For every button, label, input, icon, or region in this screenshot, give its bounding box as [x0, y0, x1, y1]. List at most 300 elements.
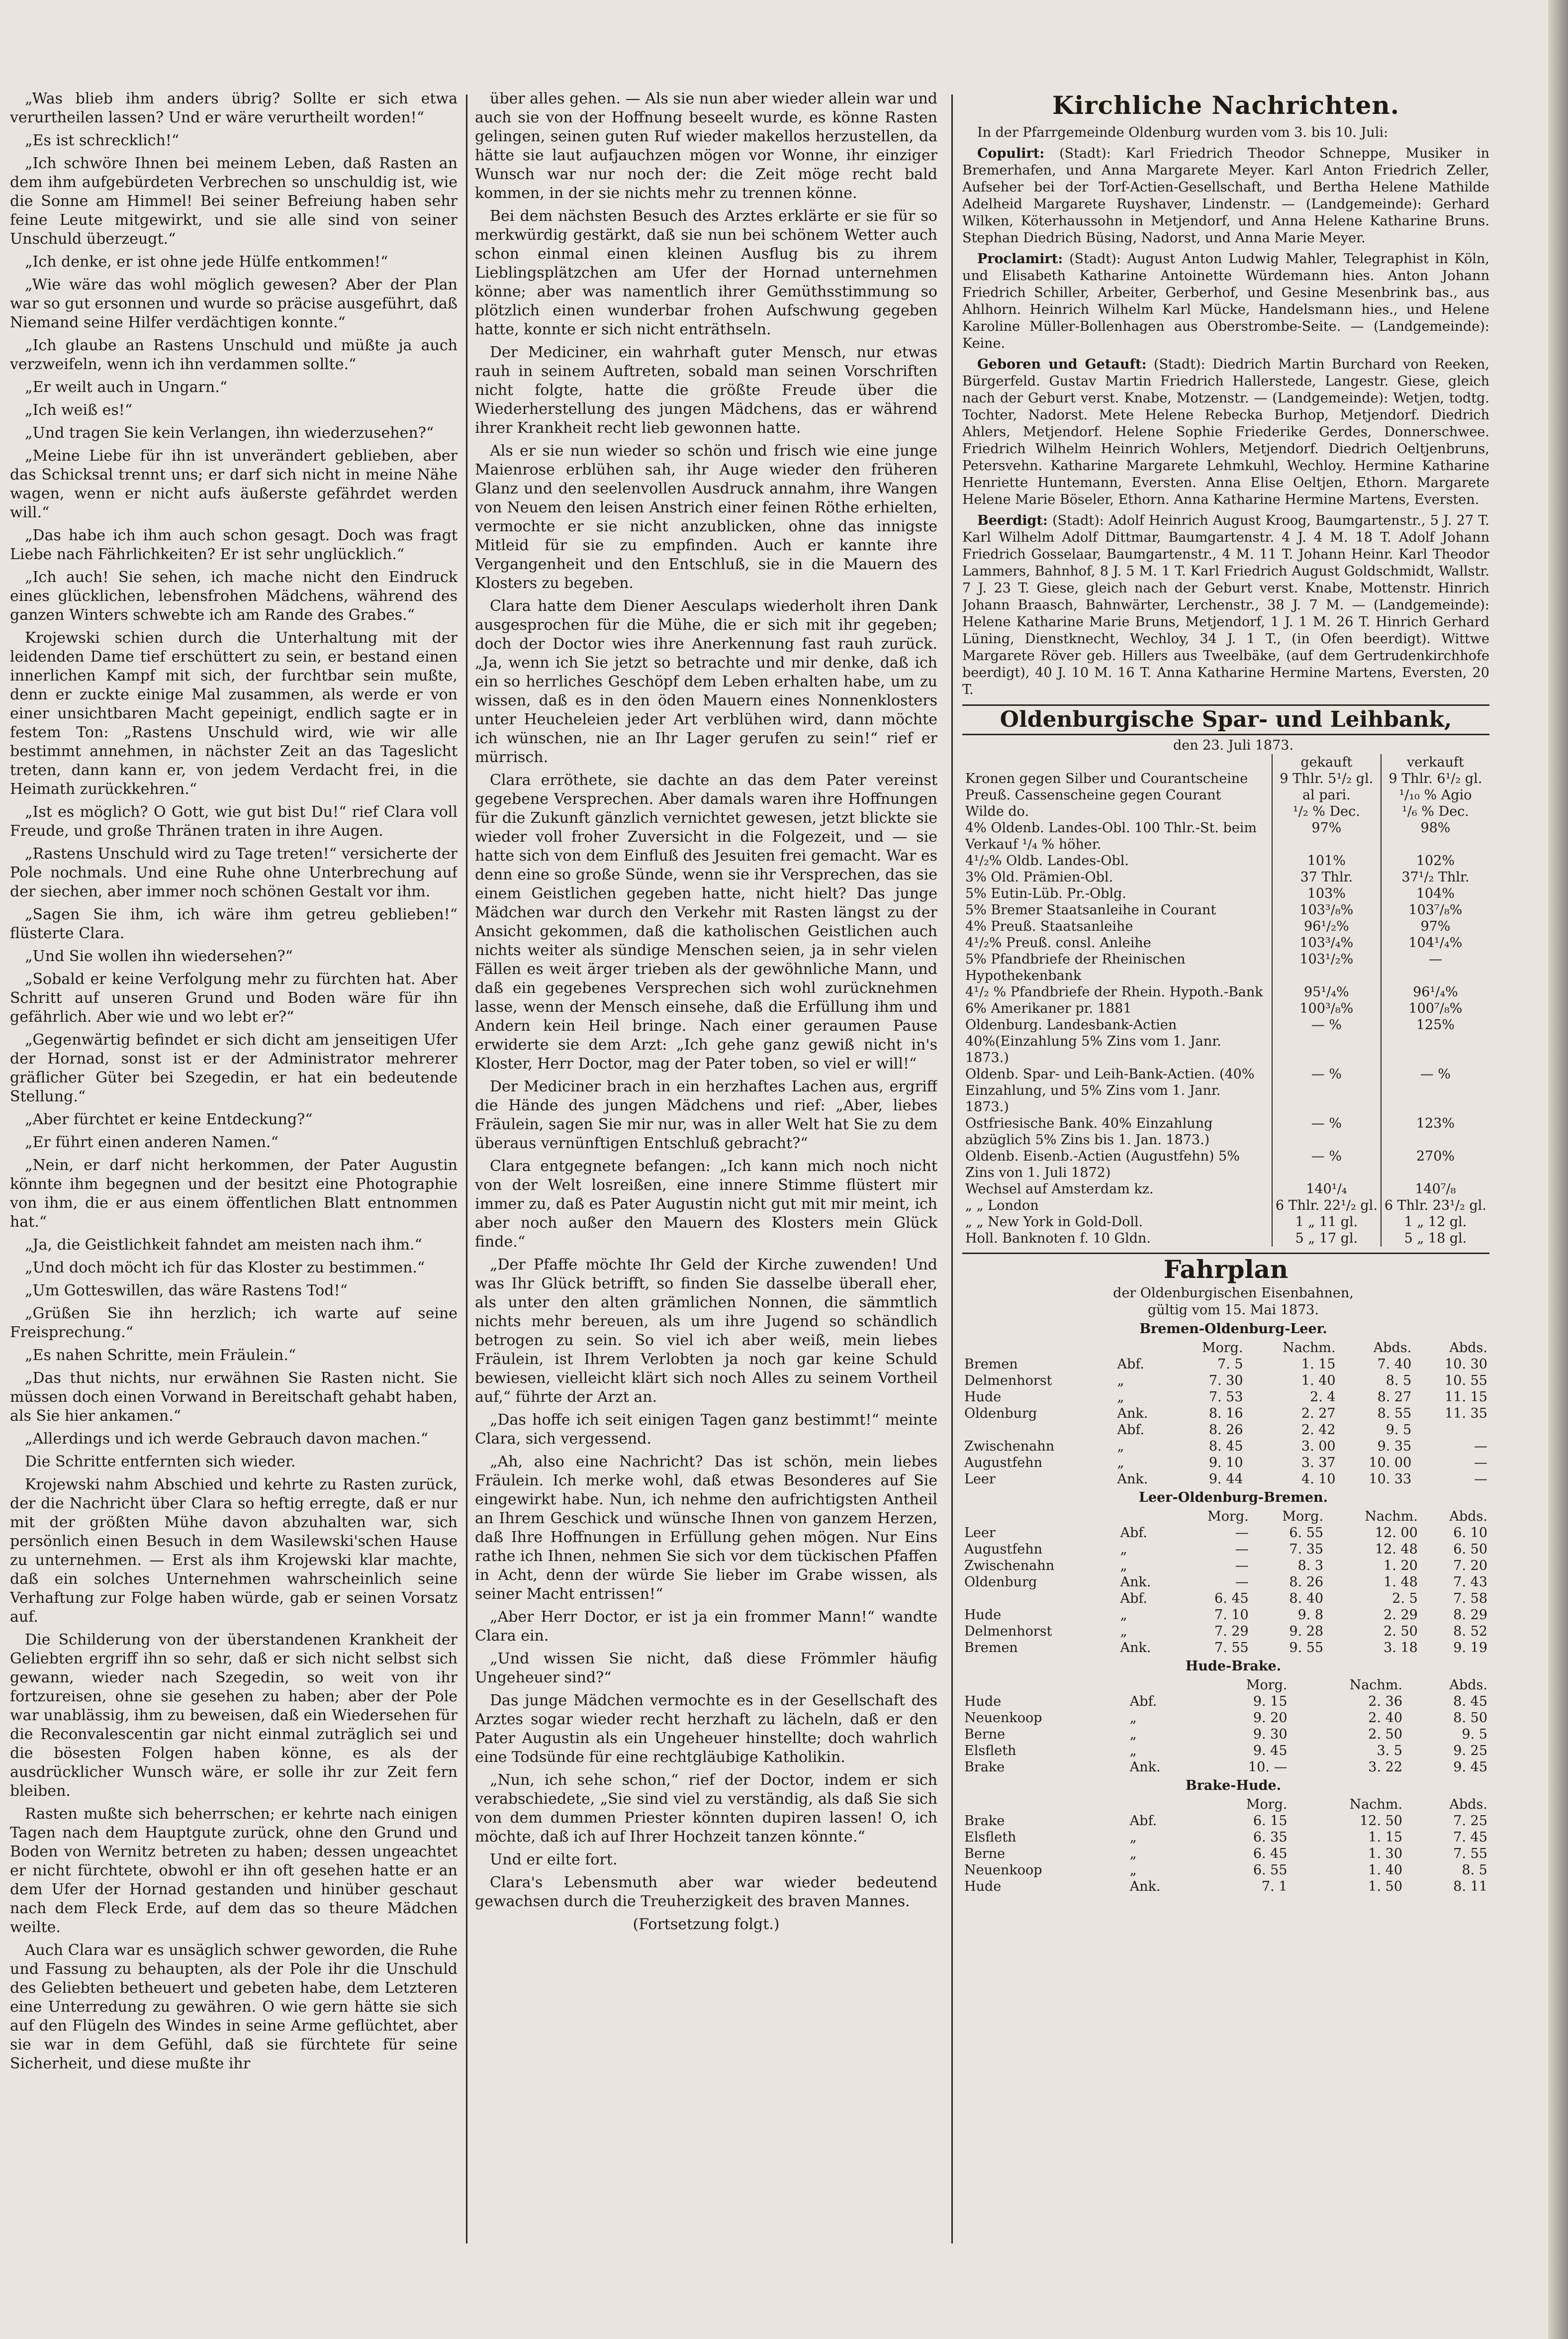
security-name: Ostfriesische Bank. 40% Einzahlung abzüglich 5% Zins bis 1. Jan. 1873.): [962, 1115, 1272, 1148]
time: 6. 35: [1253, 1830, 1288, 1845]
arr-dep: „: [1129, 1862, 1137, 1878]
story-paragraph: „Ich denke, er ist ohne jede Hülfe entkommen!“: [25, 253, 388, 271]
security-name: Oldenburg. Landesbank-Actien: [962, 1017, 1272, 1033]
story-paragraph: „Nun, ich sehe schon,“ rief der Doctor, indem er sich verabschiedete, „Sie sind viel zu verständig, als daß Sie sich von dem dummen Priester könnten dupiren lassen! O, ich möchte, daß ich auf Ihrer Hochzeit tanzen könnte.“: [475, 1771, 937, 1846]
column-header: Morg.: [1207, 1509, 1249, 1524]
table-row: [962, 1438, 1489, 1455]
story-paragraph: „Nein, er darf nicht herkommen, der Pater Augustin könnte ihm begegnen und der besitzt eine Photographie von ihm, die er aus einem öffentlichen Blatt entnommen hat.“: [10, 1157, 458, 1231]
story-paragraph: Clara's Lebensmuth aber war wieder bedeutend gewachsen durch die Treuherzigkeit des braven Mannes.: [475, 1874, 937, 1910]
table-row: [962, 1455, 1489, 1471]
price-sold: 1 „ 12 gl.: [1404, 1214, 1467, 1230]
entry-text: (Stadt): Karl Friedrich Theodor Schneppe, Musiker in Bremerhafen, und Anna Margarete Meyer. Karl Anton Friedrich Zeller, Aufseher bei der Torf-Actien-Gesellschaft, und Bertha Helene Mathilde Adelheid Margarete Ruyshaver, Lindenstr. — (Landgemeinde): Gerhard Wilken, Köterhaussohn in Metjendorf, und Anna Helene Katharine Bruns. Stephan Diedrich Büsing, Nadorst, und Anna Marie Meyer.: [962, 146, 1489, 246]
entry-label: Geboren und Getauft:: [977, 357, 1147, 372]
church-news-sections: [962, 145, 1489, 698]
column-rule: [466, 95, 467, 2243]
story-paragraph: „Und tragen Sie kein Verlangen, ihn wiederzusehen?“: [25, 424, 434, 442]
story-paragraph: „Und doch möcht ich für das Kloster zu bestimmen.“: [25, 1259, 425, 1276]
story-paragraph: „Das hoffe ich seit einigen Tagen ganz bestimmt!“ meinte Clara, sich vergessend.: [475, 1411, 937, 1448]
arr-dep: „: [1117, 1373, 1124, 1388]
security-name: 6% Amerikaner pr. 1881: [962, 1000, 1272, 1017]
time: 8. 52: [1453, 1624, 1487, 1639]
price-sold: 123%: [1416, 1116, 1455, 1131]
column-header: Nachm.: [1365, 1509, 1418, 1524]
column-header: Morg.: [1282, 1509, 1324, 1524]
station: Brake: [964, 1813, 1005, 1829]
church-news-entry: [962, 512, 1489, 698]
price-sold: 97%: [1420, 919, 1451, 934]
bank-title: Oldenburgische Spar- und Leihbank,: [962, 704, 1489, 735]
security-name: Wilde do.: [962, 803, 1272, 820]
bank-date: den 23. Juli 1873.: [1173, 738, 1294, 753]
price-sold: 6 Thlr. 23¹/₂ gl.: [1384, 1198, 1486, 1213]
time: 9. 15: [1253, 1694, 1288, 1709]
table-row: [962, 771, 1489, 787]
station: Berne: [964, 1846, 1006, 1861]
station: Zwischenahn: [964, 1558, 1055, 1573]
station: Augustfehn: [964, 1455, 1043, 1470]
arr-dep: „: [1117, 1439, 1124, 1454]
column-header: [962, 1677, 1128, 1693]
time: [1413, 1422, 1489, 1438]
arr-dep: Ank.: [1117, 1471, 1148, 1487]
arr-dep: Ank.: [1129, 1879, 1161, 1894]
table-header-row: [962, 1508, 1489, 1525]
security-name: „ „ London: [962, 1197, 1272, 1214]
story-paragraph: „Ich schwöre Ihnen bei meinem Leben, daß Rasten an dem ihm aufgebürdeten Verbrechen so unschuldig ist, wie die Sonne am Himmel! Bei seiner Befreiung haben sehr feine Leute mitgewirkt, und sie alle sind von seiner Unschuld überzeugt.“: [10, 155, 458, 248]
story-paragraph: „Grüßen Sie ihn herzlich; ich warte auf seine Freisprechung.“: [10, 1305, 458, 1341]
arr-dep: Abf.: [1120, 1591, 1147, 1606]
time: —: [1235, 1558, 1249, 1573]
table-row: [962, 1541, 1489, 1558]
column-header: [962, 1796, 1128, 1813]
time: 8. 50: [1453, 1710, 1487, 1726]
station: Hude: [964, 1694, 1002, 1709]
time: 6. 50: [1453, 1542, 1487, 1557]
arr-dep: Abf.: [1117, 1357, 1144, 1372]
price-sold: 5 „ 18 gl.: [1404, 1231, 1467, 1246]
entry-label: Proclamirt:: [977, 251, 1063, 267]
story-paragraph: „Allerdings und ich werde Gebrauch davon machen.“: [25, 1430, 429, 1448]
table-row: [962, 1623, 1489, 1640]
table-row: [962, 1525, 1489, 1541]
timetable-subtitle: der Oldenburgischen Eisenbahnen,: [1113, 1285, 1354, 1301]
time: 9. 45: [1253, 1743, 1288, 1758]
col-gekauft: gekauft: [1272, 754, 1381, 771]
time: 2. 4: [1310, 1389, 1336, 1405]
story-paragraph: „Aber fürchtet er keine Entdeckung?“: [25, 1111, 313, 1128]
column-header: Abds.: [1449, 1340, 1487, 1356]
time: 9. 20: [1253, 1710, 1288, 1726]
table-row: [962, 1389, 1489, 1405]
column-header: Nachm.: [1283, 1340, 1336, 1356]
story-paragraph: über alles gehen. — Als sie nun aber wieder allein war und auch sie von der Hoffnung beseelt wurde, es könne Rasten gelingen, seinen guten Ruf wieder makellos herzustellen, da hätte sie laut aufjauchzen mögen vor Wonne, ihr einziger Wunsch war nur noch der: die Zeit möge recht bald kommen, in der sie nichts mehr zu trennen könne.: [475, 90, 937, 202]
route-table: [962, 1796, 1489, 1895]
column-header: Morg.: [1201, 1340, 1243, 1356]
time: 7. 20: [1453, 1558, 1487, 1573]
price-sold: [1381, 1033, 1489, 1066]
security-name: 5% Pfandbriefe der Rheinischen Hypothekenbank: [962, 951, 1272, 984]
table-row: [962, 1405, 1489, 1422]
time: 7. 53: [1208, 1389, 1243, 1405]
table-row: [962, 1743, 1489, 1759]
time: 7. 29: [1214, 1624, 1249, 1639]
security-name: Holl. Banknoten f. 10 Gldn.: [962, 1230, 1272, 1247]
price-bought: 103³/₈%: [1272, 902, 1381, 918]
station: Oldenburg: [964, 1406, 1037, 1421]
security-name: 4¹/₂ % Pfandbriefe der Rhein. Hypoth.-Bank: [962, 984, 1272, 1000]
security-name: 4% Preuß. Staatsanleihe: [962, 918, 1272, 935]
table-row: [962, 1813, 1489, 1829]
time: 6. 45: [1214, 1591, 1249, 1606]
time: 7. 43: [1453, 1574, 1487, 1590]
arr-dep: „: [1129, 1846, 1137, 1861]
arr-dep: „: [1120, 1542, 1127, 1557]
arr-dep: „: [1129, 1710, 1137, 1726]
story-paragraph: „Ich auch! Sie sehen, ich mache nicht den Eindruck eines glücklichen, lebensfrohen Mädchens, während des ganzen Winters schwebte ich am Rande des Grabes.“: [10, 569, 458, 624]
story-paragraph: Das junge Mädchen vermochte es in der Gesellschaft des Arztes sogar wieder recht herzhaft zu lächeln, daß er den Pater Augustin als ein Ungeheuer hinstellte; doch wahrlich eine Todsünde für eine rechtgläubige Katholikin.: [475, 1692, 937, 1766]
time: —: [1474, 1455, 1487, 1470]
route-table: [962, 1677, 1489, 1775]
price-bought: 5 „ 17 gl.: [1272, 1230, 1381, 1247]
story-paragraph: „Ist es möglich? O Gott, wie gut bist Du!“ rief Clara voll Freude, und große Thränen traten in ihre Augen.: [10, 803, 458, 840]
table-row: [962, 1115, 1489, 1148]
time: 1. 20: [1384, 1558, 1418, 1573]
security-name: 3% Old. Prämien-Obl.: [962, 869, 1272, 885]
security-name: „ „ New York in Gold-Doll.: [962, 1214, 1272, 1230]
time: 3. 5: [1377, 1743, 1402, 1758]
price-bought: 103%: [1272, 885, 1381, 902]
station: Brake: [964, 1759, 1005, 1775]
story-paragraph: „Es ist schrecklich!“: [25, 132, 180, 149]
price-bought: — %: [1272, 1017, 1381, 1033]
station: [962, 1590, 1118, 1607]
arr-dep: „: [1120, 1624, 1127, 1639]
story-paragraph: „Aber Herr Doctor, er ist ja ein frommer Mann!“ wandte Clara ein.: [475, 1608, 937, 1645]
security-name: Preuß. Cassenscheine gegen Courant: [962, 787, 1272, 803]
time: 7. 10: [1214, 1607, 1249, 1623]
time: 9. 35: [1377, 1439, 1412, 1454]
table-row: [962, 869, 1489, 885]
time: 7. 30: [1208, 1373, 1243, 1388]
table-row: [962, 902, 1489, 918]
station: Leer: [964, 1471, 996, 1487]
security-name: 4% Oldenb. Landes-Obl. 100 Thlr.-St. beim Verkauf ¹/₄ % höher.: [962, 820, 1272, 853]
time: 9. 30: [1253, 1727, 1288, 1742]
story-paragraph: Der Mediciner brach in ein herzhaftes Lachen aus, ergriff die Hände des jungen Mädchens und rief: „Aber, liebes Fräulein, sagen Sie mir nur, was in aller Welt hat Sie zu dem überaus vernünftigen Entschluß gebracht?“: [475, 1078, 937, 1152]
price-bought: 96¹/₂%: [1272, 918, 1381, 935]
station: Zwischenahn: [964, 1439, 1055, 1454]
table-row: [962, 853, 1489, 869]
station: Neuenkoop: [964, 1862, 1042, 1878]
column-rule: [951, 95, 953, 2243]
timetables: [962, 1321, 1489, 1895]
price-sold: 103⁷/₈%: [1408, 902, 1463, 918]
arr-dep: „: [1117, 1455, 1124, 1470]
story-paragraph: Die Schritte entfernten sich wieder.: [25, 1453, 296, 1470]
time: 4. 10: [1301, 1471, 1336, 1487]
story-paragraph: „Der Pfaffe möchte Ihr Geld der Kirche zuwenden! Und was Ihr Glück betrifft, so finden Sie dasselbe überall eher, als unter den alten grämlichen Nonnen, die sämmtlich nichts mehr bereuen, als um ihre Jugend so schändlich betrogen zu sein. So viel ich aber weiß, mein liebes Fräulein, ist Ihrem Verlobten ja noch gar keine Schuld bewiesen, vielleicht klärt sich noch Alles zu seinem Vortheil auf,“ führte der Arzt an.: [475, 1256, 937, 1406]
story-paragraph: Der Mediciner, ein wahrhaft guter Mensch, nur etwas rauh in seinem Auftreten, sobald man seinen Vorschriften nicht folgte, hatte die größte Freude über die Wiederherstellung des jungen Mädchens, das er während ihrer Krankheit recht lieb gewonnen hatte.: [475, 344, 937, 437]
time: 2. 36: [1368, 1694, 1402, 1709]
story-paragraph: „Um Gotteswillen, das wäre Rastens Tod!“: [25, 1282, 348, 1299]
column-left: [10, 90, 458, 2077]
table-row: [962, 935, 1489, 951]
time: 9. 25: [1453, 1743, 1487, 1758]
timetable-valid: gültig vom 15. Mai 1873.: [1147, 1302, 1319, 1318]
price-bought: — %: [1272, 1066, 1381, 1115]
time: 1. 50: [1368, 1879, 1402, 1894]
time: 10. 33: [1369, 1471, 1412, 1487]
column-header: Abds.: [1449, 1509, 1487, 1524]
station: Leer: [964, 1525, 996, 1541]
route-table: [962, 1340, 1489, 1487]
arr-dep: Ank.: [1117, 1406, 1148, 1421]
entry-text: (Stadt): August Anton Ludwig Mahler, Telegraphist in Köln, und Elisabeth Katharine Antoinette Würdemann hies. Anton Johann Friedrich Schiller, Arbeiter, Gerberhof, und Gesine Mesenbrink bas., aus Ahlhorn. Heinrich Wilhelm Karl Mücke, Handelsmann hies., und Helene Karoline Müller-Bollenhagen aus Oberstrombe-Seite. — (Landgemeinde): Keine.: [962, 251, 1489, 351]
price-bought: [1272, 1033, 1381, 1066]
table-row: [962, 1829, 1489, 1846]
table-row: [962, 1356, 1489, 1372]
time: 8. 55: [1377, 1406, 1412, 1421]
price-sold: 98%: [1420, 820, 1451, 836]
arr-dep: Abf.: [1129, 1694, 1157, 1709]
column-header: [1128, 1796, 1198, 1813]
time: 9. 45: [1453, 1759, 1487, 1775]
security-name: 4¹/₂% Preuß. consl. Anleihe: [962, 935, 1272, 951]
time: 11. 35: [1445, 1406, 1487, 1421]
price-bought: — %: [1272, 1115, 1381, 1148]
table-row: [962, 1000, 1489, 1017]
time: —: [1474, 1439, 1487, 1454]
table-header-row: [962, 1796, 1489, 1813]
table-row: [962, 1372, 1489, 1389]
time: 3. 37: [1301, 1455, 1336, 1470]
story-paragraph: „Er weilt auch in Ungarn.“: [25, 379, 228, 396]
time: 8. 16: [1208, 1406, 1243, 1421]
column-header: [1115, 1340, 1172, 1356]
arr-dep: Ank.: [1120, 1574, 1151, 1590]
story-paragraph: Clara hatte dem Diener Aesculaps wiederholt ihren Dank ausgesprochen für die Mühe, die er sich mit ihr gegeben; doch der Doctor wies ihre Anerkennung fast rauh zurück. „Ja, wenn ich Sie jetzt so betrachte und mir denke, daß ich ein so herrliches Geschöpf dem Leben erhalten habe, um zu wissen, daß es in den öden Mauern eines Nonnenklosters unter Heucheleien jeder Art verblühen wird, dann möchte ich wünschen, nie an Ihr Lager gerufen zu sein!“ rief er mürrisch.: [475, 597, 937, 766]
price-bought: 95¹/₄%: [1272, 984, 1381, 1000]
arr-dep: „: [1129, 1727, 1137, 1742]
story-paragraph: „Meine Liebe für ihn ist unverändert geblieben, aber das Schicksal trennt uns; er darf sich nicht in meine Nähe wagen, wenn er nicht aufs äußerste gefährdet werden will.“: [10, 447, 458, 521]
time: 7. 5: [1217, 1357, 1243, 1372]
timetable-title: Fahrplan: [962, 1253, 1489, 1285]
route-table: [962, 1508, 1489, 1656]
table-row: [962, 1759, 1489, 1775]
time: 7. 45: [1453, 1830, 1487, 1845]
story-paragraph: „Und Sie wollen ihn wiedersehen?“: [25, 948, 293, 965]
station: Hude: [964, 1607, 1002, 1623]
price-bought: 1 „ 11 gl.: [1272, 1214, 1381, 1230]
time: 8. 26: [1289, 1574, 1324, 1590]
story-continuation: [475, 90, 937, 1911]
table-row: [962, 1590, 1489, 1607]
time: 1. 30: [1368, 1846, 1402, 1861]
table-row: [962, 1878, 1489, 1895]
story-paragraph: „Gegenwärtig befindet er sich dicht am jenseitigen Ufer der Hornad, sonst ist er der Administrator mehrerer gräflicher Güter bei Szegedin, er hat ein bedeutende Stellung.“: [10, 1031, 458, 1105]
column-header: [1118, 1508, 1176, 1525]
price-bought: 101%: [1272, 853, 1381, 869]
time: 2. 27: [1301, 1406, 1336, 1421]
arr-dep: Abf.: [1117, 1422, 1144, 1438]
story-paragraph: „Ah, also eine Nachricht? Das ist schön, mein liebes Fräulein. Ich merke wohl, daß etwas Besonderes auf Sie eingewirkt habe. Nun, ich nehme den aufrichtigsten Antheil an Ihrem Geschick und wünsche Ihnen von ganzem Herzen, daß Ihre Hoffnungen in Erfüllung gehen mögen. Nur Eins rathe ich Ihnen, nehmen Sie sich vor dem tückischen Pfaffen in Acht, denn der würde Sie lieber im Grabe wissen, als seiner Macht entrissen!“: [475, 1453, 937, 1603]
church-news-entry: [962, 251, 1489, 352]
time: 6. 55: [1253, 1862, 1288, 1878]
column-middle: [475, 90, 937, 1938]
time: 9. 5: [1462, 1727, 1487, 1742]
table-row: [962, 1607, 1489, 1623]
station: Hude: [964, 1879, 1002, 1894]
time: 8. 45: [1453, 1694, 1487, 1709]
time: 12. 48: [1375, 1542, 1418, 1557]
time: 6. 15: [1253, 1813, 1288, 1829]
table-header-row: [962, 1340, 1489, 1356]
station: Delmenhorst: [964, 1624, 1052, 1639]
price-sold: 104%: [1416, 886, 1455, 901]
price-bought: 103¹/₂%: [1272, 951, 1381, 984]
time: 2. 29: [1384, 1607, 1418, 1623]
story-paragraph: Die Schilderung von der überstandenen Krankheit der Geliebten ergriff ihn so sehr, daß er sich nicht selbst sich gewann, wieder nach Szegedin, so weit von ihr fortzureisen, ohne sie gesehen zu haben; aber der Pole war unablässig, ihm zu beweisen, daß ein Wiedersehen für die Reconvalescentin gar nicht einmal zuträglich sei und die bösesten Folgen haben könne, es als der ausdrücklicher Wunsch wäre, er solle ihr zur Zeit fern bleiben.: [10, 1631, 458, 1800]
time: 9. 8: [1297, 1607, 1324, 1623]
time: 8. 27: [1377, 1389, 1412, 1405]
table-row: [962, 820, 1489, 853]
station: Delmenhorst: [964, 1373, 1052, 1388]
story-paragraph: Bei dem nächsten Besuch des Arztes erklärte er sie für so merkwürdig gestärkt, daß sie nun bei schönem Wetter auch schon einmal einen kleinen Ausflug bis zu ihrem Lieblingsplätzchen am Ufer der Hornad unternehmen könne; aber was namentlich ihrer Gemüthsstimmung so plötzlich einen wunderbar frohen Aufschwung gegeben hatte, konnte er sich nicht enträthseln.: [475, 207, 937, 338]
time: 1. 40: [1368, 1862, 1402, 1878]
time: 9. 10: [1208, 1455, 1243, 1470]
time: 10. 55: [1445, 1373, 1487, 1388]
story-paragraph: „Was blieb ihm anders übrig? Sollte er sich etwa verurtheilen lassen? Und er wäre verurtheilt worden!“: [10, 90, 458, 126]
time: 9. 5: [1385, 1422, 1412, 1438]
price-sold: ¹/₆ % Dec.: [1402, 804, 1469, 819]
time: 10. 30: [1445, 1357, 1487, 1372]
time: 8. 3: [1297, 1558, 1324, 1573]
table-header-row: [962, 1677, 1489, 1693]
table-row: [962, 1066, 1489, 1115]
story-paragraph: Krojewski schien durch die Unterhaltung mit der leidenden Dame tief erschüttert zu sein, er bestand einen innerlichen Kampf mit sich, der furchtbar sein mußte, denn er zuckte einige Mal zusammen, als werde er von einer unsichtbaren Macht gepeinigt, endlich sagte er in festem Ton: „Rastens Unschuld wird, wie wir alle bestimmt annehmen, in nächster Zeit an das Tageslicht treten, dann kann er, von jedem Verdacht frei, in die Heimath zurückkehren.“: [10, 629, 458, 798]
story-paragraph: „Ich weiß es!“: [25, 401, 133, 419]
time: 8. 11: [1453, 1879, 1487, 1894]
security-name: 40%(Einzahlung 5% Zins vom 1. Janr. 1873.): [962, 1033, 1272, 1066]
time: 8. 26: [1208, 1422, 1243, 1438]
table-header-row: [962, 754, 1489, 771]
time: —: [1235, 1525, 1249, 1541]
story-paragraph: „Sobald er keine Verfolgung mehr zu fürchten hat. Aber Schritt auf unseren Grund und Boden wäre für ihn gefährlich. Aber wie und wo lebt er?“: [10, 971, 458, 1026]
security-name: Oldenb. Eisenb.-Actien (Augustfehn) 5% Zins von 1. Juli 1872): [962, 1148, 1272, 1181]
story-paragraph: „Es nahen Schritte, mein Fräulein.“: [25, 1347, 296, 1364]
time: 9. 55: [1289, 1640, 1324, 1656]
time: 9. 44: [1208, 1471, 1243, 1487]
time: 8. 40: [1289, 1591, 1324, 1606]
time: 8. 5: [1462, 1862, 1487, 1878]
time: 3. 00: [1301, 1439, 1336, 1454]
arr-dep: Abf.: [1120, 1525, 1147, 1541]
table-row: [962, 1726, 1489, 1743]
table-row: [962, 1846, 1489, 1862]
time: 2. 42: [1301, 1422, 1336, 1438]
time: 6. 45: [1253, 1846, 1288, 1861]
table-row: [962, 1710, 1489, 1726]
route-title: Brake-Hude.: [1185, 1778, 1282, 1793]
price-sold: 140⁷/₈: [1415, 1181, 1456, 1197]
column-right: [962, 90, 1489, 1895]
security-name: Oldenb. Spar- und Leih-Bank-Actien. (40% Einzahlung, und 5% Zins vom 1. Janr. 1873.): [962, 1066, 1272, 1115]
story-paragraph: „Er führt einen anderen Namen.“: [25, 1134, 278, 1151]
station: [962, 1422, 1115, 1438]
table-row: [962, 1033, 1489, 1066]
story-paragraph: Krojewski nahm Abschied und kehrte zu Rasten zurück, der die Nachricht über Clara so heftig erregte, daß er nur mit der größten Mühe davon abzuhalten war, sich persönlich einen Besuch in dem Wasilewski'schen Hause zu unternehmen. — Erst als ihm Krojewski klar machte, daß ein solches Unternehmen wahrscheinlich seine Verhaftung zur Folge haben würde, gab er seinen Vorsatz auf.: [10, 1476, 458, 1626]
church-news-entry: [962, 356, 1489, 508]
price-sold: 37¹/₂ Thlr.: [1401, 870, 1470, 885]
column-header: [962, 1508, 1118, 1525]
story-paragraph: Clara entgegnete befangen: „Ich kann mich noch nicht von der Welt losreißen, eine innere Stimme flüstert mir immer zu, daß es Pater Augustin nicht gut mit mir meint, ich aber noch außer den Mauern des Klosters mein Glück finde.“: [475, 1158, 937, 1251]
time: —: [1474, 1471, 1487, 1487]
time: —: [1235, 1542, 1249, 1557]
column-header: Abds.: [1449, 1677, 1487, 1693]
arr-dep: „: [1129, 1830, 1137, 1845]
station: Hude: [964, 1389, 1002, 1405]
table-row: [962, 1558, 1489, 1574]
time: 10. —: [1248, 1759, 1288, 1775]
arr-dep: Ank.: [1120, 1640, 1151, 1656]
price-sold: 100⁷/₈%: [1408, 1001, 1463, 1016]
station: Oldenburg: [964, 1574, 1037, 1590]
table-row: [962, 1148, 1489, 1181]
time: 6. 10: [1453, 1525, 1487, 1541]
table-row: [962, 1230, 1489, 1247]
arr-dep: Abf.: [1129, 1813, 1157, 1829]
story-paragraph: „Das thut nichts, nur erwähnen Sie Rasten nicht. Sie müssen doch einen Vorwand in Bereitschaft gehabt haben, als Sie hier ankamen.“: [10, 1369, 458, 1425]
arr-dep: „: [1120, 1607, 1127, 1623]
story-paragraph: Als er sie nun wieder so schön und frisch wie eine junge Maienrose erblühen sah, ihr Auge wieder den früheren Glanz und den seelenvollen Ausdruck annahm, ihre Wangen von Neuem den leisen Anstrich einer feinen Röthe erhielten, vermochte er sie nicht anzublicken, ohne das innigste Mitleid für sie zu empfinden. Auch er kannte ihre Vergangenheit und den Entschluß, sie in die Mauern des Klosters zu begeben.: [475, 442, 937, 592]
security-name: 4¹/₂% Oldb. Landes-Obl.: [962, 853, 1272, 869]
table-row: [962, 1017, 1489, 1033]
time: 7. 40: [1377, 1357, 1412, 1372]
time: 1. 15: [1301, 1357, 1336, 1372]
time: 3. 18: [1384, 1640, 1418, 1656]
table-row: [962, 1862, 1489, 1878]
table-row: [962, 918, 1489, 935]
time: 10. 00: [1369, 1455, 1412, 1470]
entry-label: Copulirt:: [977, 146, 1045, 161]
security-name: 5% Bremer Staatsanleihe in Courant: [962, 902, 1272, 918]
time: —: [1235, 1574, 1249, 1590]
time: 8. 29: [1453, 1607, 1487, 1623]
route-title: Hude-Brake.: [1185, 1658, 1282, 1674]
price-sold: 104¹/₄%: [1408, 935, 1463, 951]
story-paragraph: „Rastens Unschuld wird zu Tage treten!“ versicherte der Pole nochmals. Und eine Ruhe ohne Unterbrechung auf der siechen, aber immer noch schönen Gestalt vor ihm.: [10, 845, 458, 900]
time: 9. 28: [1289, 1624, 1324, 1639]
price-sold: 9 Thlr. 6¹/₂ gl.: [1388, 771, 1482, 786]
time: 7. 1: [1262, 1879, 1288, 1894]
security-name: 5% Eutin-Lüb. Pr.-Oblg.: [962, 885, 1272, 902]
time: 1. 15: [1368, 1830, 1402, 1845]
time: 2. 50: [1368, 1727, 1402, 1742]
entry-text: (Stadt): Diedrich Martin Burchard von Reeken, Bürgerfeld. Gustav Martin Friedrich Hallerstede, Langestr. Giese, gleich nach der Geburt verst. Knabe, Motzenstr. — (Landgemeinde): Wetjen, todtg. Tochter, Nadorst. Mete Helene Rebecka Burhop, Metjendorf. Diedrich Ahlers, Metjendorf. Helene Sophie Friederike Gerdes, Donnerschwee. Friedrich Wilhelm Heinrich Wohlers, Metjendorf. Diedrich Oeltjenbruns, Petersvehn. Katharine Margarete Lehmkuhl, Wechloy. Hermine Katharine Henriette Huntemann, Eversten. Anna Elise Oeltjen, Ethorn. Margarete Helene Marie Böseler, Ethorn. Anna Katharine Hermine Martens, Eversten.: [962, 357, 1489, 507]
time: 8. 5: [1385, 1373, 1412, 1388]
time: 12. 00: [1375, 1525, 1418, 1541]
table-row: [962, 1640, 1489, 1656]
route-title: Bremen-Oldenburg-Leer.: [1139, 1321, 1327, 1337]
story-paragraph: „Ja, die Geistlichkeit fahndet am meisten nach ihm.“: [25, 1236, 422, 1254]
station: Neuenkoop: [964, 1710, 1042, 1726]
table-row: [962, 1471, 1489, 1487]
price-bought: 140¹/₄: [1272, 1181, 1381, 1197]
story-paragraph: Rasten mußte sich beherrschen; er kehrte nach einigen Tagen nach dem Hauptgute zurück, ohne den Grund und Boden von Wernitz betreten zu haben; dessen ungeachtet er nicht fürchtete, obwohl er ihn oft gesehen hatte er an dem Ufer der Hornad gestanden und hinüber geschaut nach dem Fleck Erde, auf dem das so theure Mädchen weilte.: [10, 1805, 458, 1936]
price-bought: 103³/₄%: [1272, 935, 1381, 951]
story-paragraph: „Sagen Sie ihm, ich wäre ihm getreu geblieben!“ flüsterte Clara.: [10, 906, 458, 942]
time: 9. 19: [1453, 1640, 1487, 1656]
